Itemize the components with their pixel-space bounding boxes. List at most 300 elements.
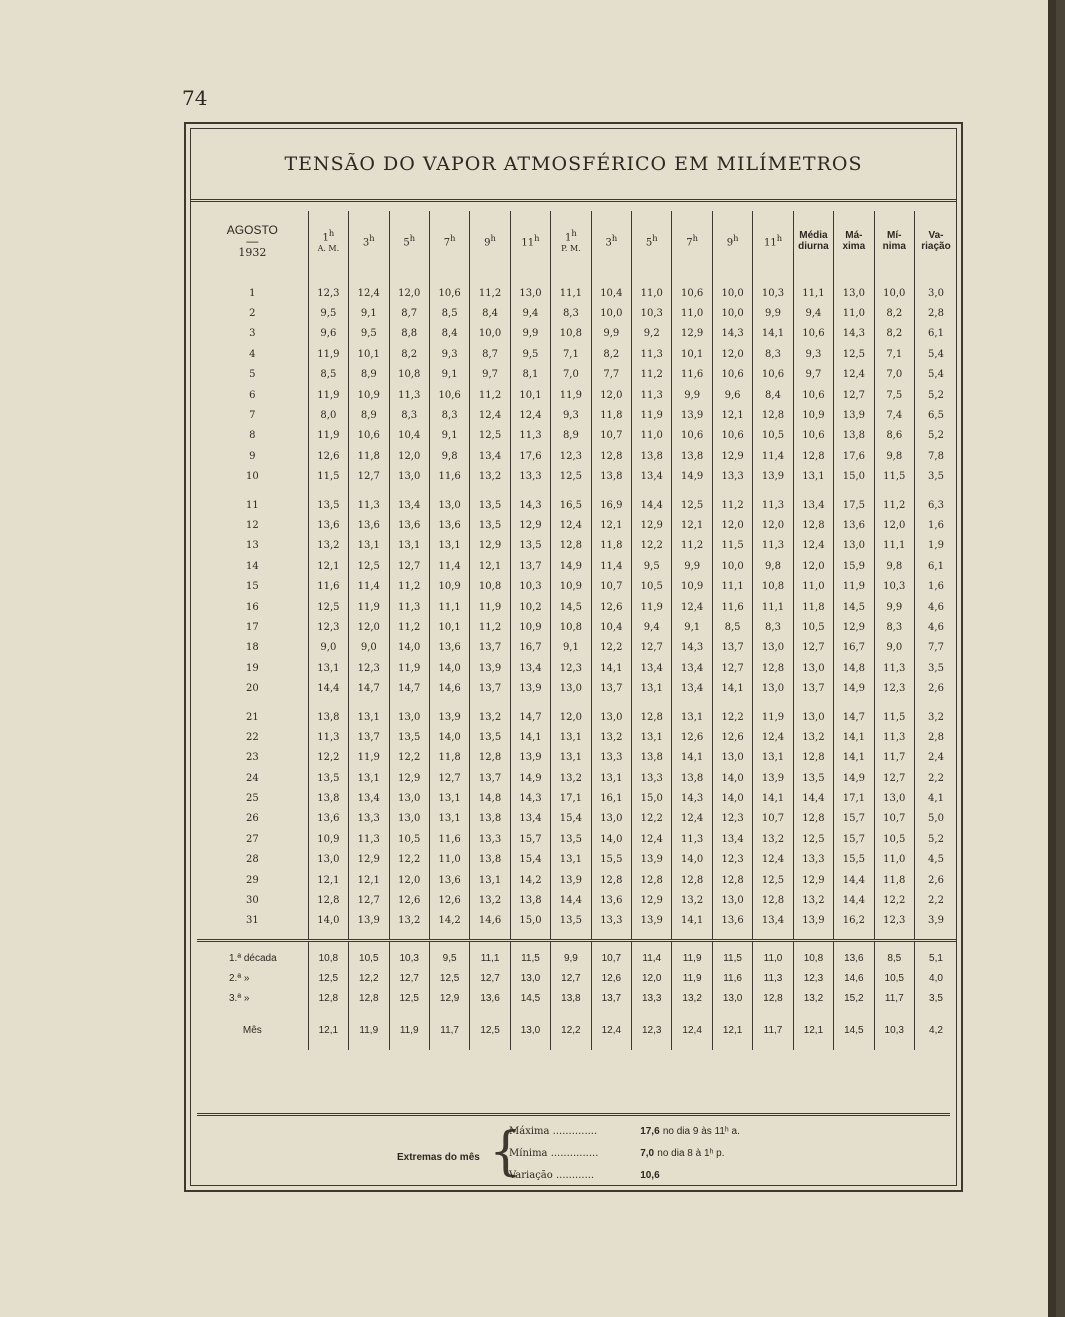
cell-value: 9,8 [429,446,469,466]
cell-value: 12,8 [591,870,631,890]
header-hour [753,211,793,271]
cell-value: 17,1 [834,788,874,808]
cell-value: 11,4 [753,446,793,466]
cell-value: 12,7 [834,385,874,405]
cell-value: 13,4 [510,809,550,829]
cell-value: 13,0 [429,495,469,515]
cell-value: 9,3 [551,405,591,425]
hour-suffix: h [369,233,375,244]
cell-value: 11,9 [672,948,712,968]
cell-value: 13,0 [389,788,429,808]
cell-value: 12,6 [672,727,712,747]
cell-value: 14,3 [510,495,550,515]
cell-value: 10,7 [874,809,914,829]
day-row [197,870,957,890]
cell-value: 13,0 [510,968,550,988]
cell-value: 12,8 [349,988,389,1008]
cell-value: 5,2 [914,385,957,405]
cell-value: 13,8 [470,850,510,870]
day-row [197,890,957,910]
cell-value: 12,5 [349,556,389,576]
cell-value: 15,4 [510,850,550,870]
header-row [197,211,957,271]
cell-value: 12,1 [308,1020,348,1040]
cell-value: 11,4 [632,948,672,968]
cell-value: 9,1 [349,303,389,323]
cell-value: 13,8 [470,809,510,829]
cell-value: 8,9 [349,405,389,425]
cell-value: 15,2 [834,988,874,1008]
cell-value: 1,6 [914,515,957,535]
cell-value: 14,0 [591,829,631,849]
header-stat: Média diurna [793,211,833,271]
cell-value: 9,5 [308,303,348,323]
cell-value: 14,3 [834,324,874,344]
cell-value: 10,6 [753,365,793,385]
cell-value: 12,7 [429,768,469,788]
cell-value: 13,6 [429,638,469,658]
cell-value: 2,6 [914,870,957,890]
cell-value: 13,3 [349,809,389,829]
cell-value: 8,4 [429,324,469,344]
cell-value: 12,9 [470,536,510,556]
cell-value: 12,6 [712,727,752,747]
cell-value: 11,4 [429,556,469,576]
extreme-var-value: 10,6 [640,1170,660,1181]
cell-value: 12,8 [632,707,672,727]
cell-value: 15,5 [591,850,631,870]
cell-value: 12,8 [632,870,672,890]
cell-value: 13,0 [591,707,631,727]
cell-value: 13,9 [349,911,389,931]
cell-value: 14,4 [308,678,348,698]
day-row [197,829,957,849]
cell-value: 12,7 [389,968,429,988]
cell-value: 14,3 [510,788,550,808]
decade-row [197,988,957,1008]
cell-value: 12,4 [672,809,712,829]
cell-value: 13,1 [793,467,833,487]
cell-value: 14,7 [389,678,429,698]
cell-value: 13,1 [551,748,591,768]
day-row [197,617,957,637]
cell-value: 13,8 [834,426,874,446]
cell-value: 13,5 [551,911,591,931]
cell-value: 13,0 [551,678,591,698]
cell-value: 9,8 [874,446,914,466]
cell-value: 10,1 [429,617,469,637]
cell-value: 6,1 [914,324,957,344]
cell-value: 14,7 [349,678,389,698]
cell-value: 13,1 [632,678,672,698]
cell-value: 10,4 [591,283,631,303]
cell-value: 12,8 [753,405,793,425]
cell-value: 14,1 [834,748,874,768]
cell-value: 12,7 [632,638,672,658]
cell-value: 11,6 [429,467,469,487]
cell-value: 8,5 [429,303,469,323]
cell-value: 13,6 [834,948,874,968]
cell-value: 13,0 [510,1020,550,1040]
cell-value: 7,7 [914,638,957,658]
cell-value: 7,0 [551,365,591,385]
cell-value: 13,6 [429,515,469,535]
cell-value: 13,0 [389,809,429,829]
cell-value: 9,3 [429,344,469,364]
cell-value: 11,2 [874,495,914,515]
cell-value: 13,2 [551,768,591,788]
cell-value: 12,9 [349,850,389,870]
cell-value: 12,9 [632,890,672,910]
row-label: 3.ª » [229,992,250,1004]
cell-value: 7,4 [874,405,914,425]
cell-value: 14,0 [429,658,469,678]
row-label: 14 [245,560,259,572]
title-divider [191,199,956,202]
header-hour-value: 5 [403,237,410,249]
cell-value: 13,0 [591,809,631,829]
month-extremes [197,1113,950,1194]
cell-value: 10,8 [551,617,591,637]
header-stat: Va- riação [914,211,957,271]
cell-value: 13,8 [510,890,550,910]
cell-value: 15,0 [510,911,550,931]
cell-value: 13,1 [753,748,793,768]
cell-value: 12,1 [672,515,712,535]
cell-value: 13,0 [510,283,550,303]
day-row [197,768,957,788]
header-hour [510,211,550,271]
cell-value: 3,0 [914,283,957,303]
cell-value: 11,9 [632,405,672,425]
cell-value: 9,1 [551,638,591,658]
header-hour-value: 9 [484,237,491,249]
cell-value: 12,2 [551,1020,591,1040]
cell-value: 11,5 [874,707,914,727]
cell-value: 13,9 [753,467,793,487]
cell-value: 11,3 [753,536,793,556]
cell-value: 11,7 [753,1020,793,1040]
row-label: 2 [249,308,256,320]
cell-value: 10,9 [510,617,550,637]
header-month-year [197,211,308,271]
cell-value: 14,2 [429,911,469,931]
decade-row [197,968,957,988]
cell-value: 12,1 [712,1020,752,1040]
decade-row [197,948,957,968]
cell-value: 12,6 [429,890,469,910]
cell-value: 12,0 [712,515,752,535]
cell-value: 2,4 [914,748,957,768]
cell-value: 9,4 [793,303,833,323]
cell-value: 13,1 [349,707,389,727]
cell-value: 12,8 [551,536,591,556]
cell-value: 14,3 [712,324,752,344]
cell-value: 10,0 [712,283,752,303]
cell-value: 10,9 [429,576,469,596]
table-frame [184,122,963,1192]
cell-value: 11,1 [551,283,591,303]
cell-value: 13,8 [308,788,348,808]
cell-value: 11,0 [753,948,793,968]
row-label: 18 [245,642,259,654]
page-number: 74 [182,86,208,110]
cell-value: 14,9 [510,768,550,788]
cell-value: 9,5 [429,948,469,968]
cell-value: 15,7 [510,829,550,849]
cell-value: 12,2 [389,748,429,768]
extreme-min-value: 7,0 [640,1148,655,1159]
cell-value: 13,2 [753,829,793,849]
cell-value: 13,7 [470,678,510,698]
cell-value: 13,4 [632,658,672,678]
cell-value: 12,1 [470,556,510,576]
cell-value: 13,3 [632,988,672,1008]
cell-value: 2,8 [914,303,957,323]
cell-value: 13,2 [672,890,712,910]
cell-value: 13,6 [834,515,874,535]
hour-suffix: h [409,233,416,244]
cell-value: 13,1 [389,536,429,556]
cell-value: 7,1 [551,344,591,364]
cell-value: 13,0 [712,890,752,910]
cell-value: 9,7 [793,365,833,385]
cell-value: 9,0 [874,638,914,658]
cell-value: 9,9 [591,324,631,344]
cell-value: 12,3 [712,850,752,870]
cell-value: 8,4 [470,303,510,323]
cell-value: 13,9 [672,405,712,425]
cell-value: 16,2 [834,911,874,931]
cell-value: 14,0 [712,788,752,808]
cell-value: 11,1 [874,536,914,556]
cell-value: 9,1 [429,426,469,446]
cell-value: 8,9 [349,365,389,385]
cell-value: 8,9 [551,426,591,446]
cell-value: 12,5 [672,495,712,515]
cell-value: 14,4 [632,495,672,515]
cell-value: 12,8 [308,988,348,1008]
hour-suffix: h [450,233,456,244]
cell-value: 13,7 [793,678,833,698]
cell-value: 17,1 [551,788,591,808]
cell-value: 12,0 [349,617,389,637]
cell-value: 13,1 [672,707,712,727]
cell-value: 12,8 [793,446,833,466]
cell-value: 12,8 [793,515,833,535]
cell-value: 8,4 [753,385,793,405]
cell-value: 1,9 [914,536,957,556]
cell-value: 13,9 [753,768,793,788]
cell-value: 11,2 [389,576,429,596]
cell-value: 13,1 [308,658,348,678]
cell-value: 10,0 [874,283,914,303]
cell-value: 12,5 [834,344,874,364]
cell-value: 13,9 [510,678,550,698]
cell-value: 13,2 [389,911,429,931]
cell-value: 14,4 [793,788,833,808]
cell-value: 11,9 [308,385,348,405]
row-label: 23 [245,752,259,764]
cell-value: 11,7 [874,748,914,768]
cell-value: 13,4 [470,446,510,466]
cell-value: 12,5 [551,467,591,487]
cell-value: 15,0 [834,467,874,487]
cell-value: 13,4 [510,658,550,678]
cell-value: 10,5 [874,829,914,849]
row-label: 29 [245,874,259,886]
cell-value: 13,0 [712,988,752,1008]
cell-value: 12,0 [591,385,631,405]
cell-value: 12,0 [753,515,793,535]
cell-value: 10,7 [591,576,631,596]
cell-value: 11,9 [672,968,712,988]
cell-value: 12,4 [632,829,672,849]
cell-value: 11,5 [712,536,752,556]
cell-value: 14,9 [672,467,712,487]
cell-value: 8,8 [389,324,429,344]
cell-value: 12,3 [551,658,591,678]
hour-suffix: h [776,233,783,244]
header-year: 1932 [238,245,267,259]
cell-value: 11,8 [874,870,914,890]
cell-value: 10,6 [672,283,712,303]
cell-value: 10,6 [672,426,712,446]
header-hour-value: 1 [322,232,329,244]
cell-value: 13,3 [632,768,672,788]
cell-value: 10,2 [510,597,550,617]
cell-value: 10,0 [591,303,631,323]
cell-value: 13,9 [510,748,550,768]
cell-value: 15,0 [632,788,672,808]
cell-value: 9,8 [753,556,793,576]
cell-value: 9,3 [793,344,833,364]
row-label: 20 [245,683,259,695]
cell-value: 12,5 [470,1020,510,1040]
cell-value: 14,0 [712,768,752,788]
cell-value: 11,3 [874,658,914,678]
cell-value: 11,9 [753,707,793,727]
cell-value: 11,0 [672,303,712,323]
cell-value: 11,6 [712,597,752,617]
cell-value: 3,2 [914,707,957,727]
cell-value: 13,0 [874,788,914,808]
cell-value: 4,1 [914,788,957,808]
cell-value: 7,1 [874,344,914,364]
cell-value: 10,0 [470,324,510,344]
cell-value: 9,9 [510,324,550,344]
cell-value: 11,7 [874,988,914,1008]
cell-value: 15,5 [834,850,874,870]
cell-value: 10,3 [632,303,672,323]
cell-value: 13,7 [349,727,389,747]
cell-value: 14,7 [510,707,550,727]
cell-value: 13,9 [632,850,672,870]
cell-value: 12,0 [793,556,833,576]
vapor-tension-table [197,211,957,1050]
cell-value: 12,2 [591,638,631,658]
header-hour-value: 11 [763,237,777,249]
cell-value: 17,5 [834,495,874,515]
cell-value: 11,3 [874,727,914,747]
cell-value: 12,1 [308,870,348,890]
header-hour [591,211,631,271]
cell-value: 13,9 [834,405,874,425]
cell-value: 12,3 [712,809,752,829]
cell-value: 5,4 [914,344,957,364]
cell-value: 14,0 [429,727,469,747]
row-label: 22 [245,731,259,743]
cell-value: 10,6 [793,385,833,405]
cell-value: 10,9 [793,405,833,425]
cell-value: 11,1 [429,597,469,617]
cell-value: 11,3 [672,829,712,849]
header-hour-period: P. M. [561,244,581,254]
cell-value: 12,8 [753,890,793,910]
cell-value: 10,5 [874,968,914,988]
cell-value: 13,0 [834,536,874,556]
cell-value: 9,7 [470,365,510,385]
cell-value: 10,3 [874,576,914,596]
cell-value: 10,6 [712,426,752,446]
cell-value: 12,9 [834,617,874,637]
cell-value: 13,4 [793,495,833,515]
cell-value: 11,9 [349,597,389,617]
cell-value: 16,5 [551,495,591,515]
hour-suffix: h [571,227,577,238]
hour-suffix: h [692,233,699,244]
header-hour [632,211,672,271]
cell-value: 13,0 [793,707,833,727]
cell-value: 13,3 [470,829,510,849]
cell-value: 12,2 [308,748,348,768]
day-row [197,638,957,658]
cell-value: 3,9 [914,911,957,931]
cell-value: 14,1 [591,658,631,678]
cell-value: 12,7 [349,467,389,487]
cell-value: 12,6 [591,968,631,988]
cell-value: 11,5 [874,467,914,487]
cell-value: 13,0 [753,678,793,698]
cell-value: 12,8 [712,870,752,890]
cell-value: 13,0 [753,638,793,658]
cell-value: 10,8 [753,576,793,596]
cell-value: 13,2 [793,890,833,910]
cell-value: 13,0 [389,467,429,487]
cell-value: 13,9 [632,911,672,931]
header-hour [672,211,712,271]
cell-value: 14,4 [551,890,591,910]
cell-value: 9,0 [349,638,389,658]
cell-value: 3,5 [914,467,957,487]
cell-value: 12,0 [389,870,429,890]
cell-value: 9,1 [672,617,712,637]
cell-value: 13,1 [349,536,389,556]
day-row [197,324,957,344]
cell-value: 2,2 [914,768,957,788]
cell-value: 13,5 [470,515,510,535]
row-label: 10 [245,471,259,483]
hour-suffix: h [733,233,739,244]
row-label: 21 [245,711,259,723]
cell-value: 11,0 [793,576,833,596]
cell-value: 10,3 [389,948,429,968]
cell-value: 8,1 [510,365,550,385]
cell-value: 2,2 [914,890,957,910]
cell-value: 11,0 [874,850,914,870]
cell-value: 14,0 [308,911,348,931]
cell-value: 13,6 [349,515,389,535]
